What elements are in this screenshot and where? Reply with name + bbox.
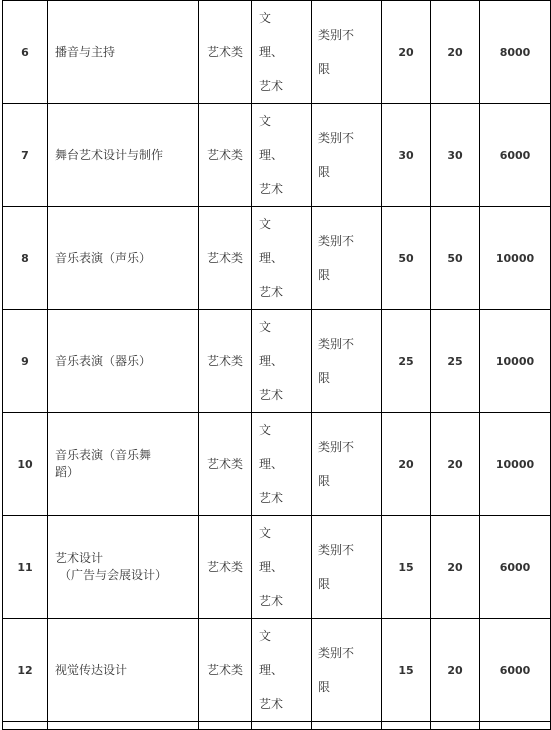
subject-line: 艺术 [259, 79, 284, 93]
table-body [3, 1, 551, 730]
major-name-line: 蹈） [55, 465, 80, 479]
subject-line: 理、 [259, 45, 284, 59]
row-number-cell: 10 [3, 413, 48, 516]
subject-line: 理、 [259, 663, 284, 677]
subject-line: 理、 [259, 148, 284, 162]
type-cell [312, 1, 382, 104]
empty-cell [382, 722, 431, 730]
tuition-fee-cell: 8000 [480, 1, 551, 104]
category-cell: 艺术类 [199, 310, 252, 413]
table-row [3, 1, 551, 104]
major-name-line: 艺术设计 [55, 551, 104, 565]
enroll-count-cell: 20 [431, 516, 480, 619]
major-name-line: 音乐表演（器乐） [55, 353, 152, 368]
major-name-cell [48, 516, 199, 619]
type-line: 限 [318, 474, 331, 488]
type-cell [312, 104, 382, 207]
empty-cell [199, 722, 252, 730]
table-row-partial [3, 722, 551, 730]
subject-cell [252, 619, 312, 722]
subject-cell [252, 104, 312, 207]
subject-line: 文 [259, 526, 272, 540]
empty-cell [252, 722, 312, 730]
enroll-count-cell: 30 [431, 104, 480, 207]
plan-count-cell: 20 [382, 1, 431, 104]
subject-line: 艺术 [259, 491, 284, 505]
type-cell [312, 207, 382, 310]
row-number-cell: 6 [3, 1, 48, 104]
major-name-cell [48, 104, 199, 207]
table-row [3, 104, 551, 207]
subject-line: 文 [259, 11, 272, 25]
category-cell: 艺术类 [199, 516, 252, 619]
category-cell: 艺术类 [199, 207, 252, 310]
row-number-cell: 7 [3, 104, 48, 207]
row-number-cell: 12 [3, 619, 48, 722]
major-name-line: 音乐表演（声乐） [55, 250, 152, 265]
subject-cell [252, 1, 312, 104]
major-name-line: 视觉传达设计 [55, 662, 128, 677]
table-row [3, 619, 551, 722]
type-line: 类别不 [318, 337, 355, 351]
enroll-count-cell: 20 [431, 619, 480, 722]
tuition-fee-cell: 10000 [480, 207, 551, 310]
type-line: 类别不 [318, 28, 355, 42]
type-line: 类别不 [318, 234, 355, 248]
major-name-line: 播音与主持 [55, 44, 116, 59]
subject-line: 艺术 [259, 594, 284, 608]
subject-line: 文 [259, 423, 272, 437]
row-number-cell: 9 [3, 310, 48, 413]
major-name-line: （广告与会展设计） [59, 568, 168, 582]
major-name-cell [48, 1, 199, 104]
subject-line: 理、 [259, 560, 284, 574]
empty-cell [3, 722, 48, 730]
empty-cell [431, 722, 480, 730]
major-name-cell [48, 310, 199, 413]
enroll-count-cell: 20 [431, 1, 480, 104]
subject-line: 文 [259, 320, 272, 334]
type-line: 类别不 [318, 440, 355, 454]
subject-line: 艺术 [259, 182, 284, 196]
subject-cell [252, 516, 312, 619]
subject-cell [252, 207, 312, 310]
table-row [3, 207, 551, 310]
subject-line: 文 [259, 114, 272, 128]
type-line: 类别不 [318, 646, 355, 660]
tuition-fee-cell: 6000 [480, 104, 551, 207]
subject-line: 文 [259, 629, 272, 643]
major-name-cell [48, 619, 199, 722]
major-name-line: 音乐表演（音乐舞 [55, 448, 152, 462]
type-line: 限 [318, 62, 331, 76]
type-line: 类别不 [318, 131, 355, 145]
major-name-cell [48, 413, 199, 516]
plan-count-cell: 15 [382, 619, 431, 722]
plan-count-cell: 20 [382, 413, 431, 516]
type-line: 限 [318, 165, 331, 179]
category-cell: 艺术类 [199, 104, 252, 207]
empty-cell [48, 722, 199, 730]
subject-line: 理、 [259, 457, 284, 471]
subject-cell [252, 310, 312, 413]
enroll-count-cell: 20 [431, 413, 480, 516]
category-cell: 艺术类 [199, 619, 252, 722]
tuition-fee-cell: 10000 [480, 413, 551, 516]
subject-line: 理、 [259, 354, 284, 368]
subject-cell [252, 413, 312, 516]
enrollment-table-container [2, 0, 535, 730]
type-cell [312, 310, 382, 413]
subject-line: 理、 [259, 251, 284, 265]
enrollment-table [2, 0, 551, 730]
type-cell [312, 413, 382, 516]
empty-cell [480, 722, 551, 730]
enroll-count-cell: 25 [431, 310, 480, 413]
type-line: 限 [318, 680, 331, 694]
tuition-fee-cell: 10000 [480, 310, 551, 413]
type-line: 限 [318, 577, 331, 591]
subject-line: 文 [259, 217, 272, 231]
category-cell: 艺术类 [199, 1, 252, 104]
type-cell [312, 516, 382, 619]
subject-line: 艺术 [259, 697, 284, 711]
subject-line: 艺术 [259, 388, 284, 402]
row-number-cell: 8 [3, 207, 48, 310]
type-line: 限 [318, 268, 331, 282]
plan-count-cell: 30 [382, 104, 431, 207]
type-line: 类别不 [318, 543, 355, 557]
plan-count-cell: 25 [382, 310, 431, 413]
plan-count-cell: 15 [382, 516, 431, 619]
type-line: 限 [318, 371, 331, 385]
table-row [3, 413, 551, 516]
category-cell: 艺术类 [199, 413, 252, 516]
major-name-line: 舞台艺术设计与制作 [55, 147, 164, 162]
tuition-fee-cell: 6000 [480, 619, 551, 722]
enroll-count-cell: 50 [431, 207, 480, 310]
major-name-cell [48, 207, 199, 310]
empty-cell [312, 722, 382, 730]
table-row [3, 516, 551, 619]
table-row [3, 310, 551, 413]
plan-count-cell: 50 [382, 207, 431, 310]
tuition-fee-cell: 6000 [480, 516, 551, 619]
type-cell [312, 619, 382, 722]
subject-line: 艺术 [259, 285, 284, 299]
row-number-cell: 11 [3, 516, 48, 619]
